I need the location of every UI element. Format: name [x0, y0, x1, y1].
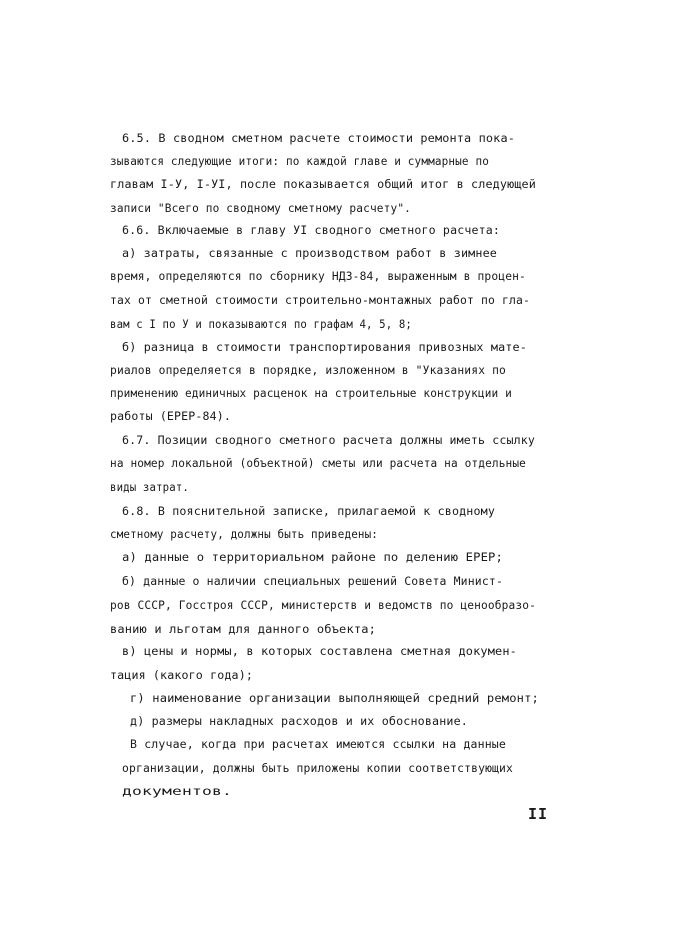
text-line: тах от сметной стоимости строительно-монтажных работ по гла-: [110, 293, 530, 307]
text-line: сметному расчету, должны быть приведены:: [110, 527, 378, 541]
text-line: виды затрат.: [110, 480, 189, 494]
text-line: В случае, когда при расчетах имеются ссылки на данные: [130, 737, 507, 751]
text-line: д) размеры накладных расходов и их обоснование.: [130, 714, 468, 728]
text-line: б) данные о наличии специальных решений Совета Минист-: [122, 574, 503, 588]
text-line: ров СССР, Госстроя СССР, министерств и ведомств по ценообразо-: [110, 598, 536, 612]
text-line: 6.8. В пояснительной записке, прилагаемой к сводному: [122, 504, 496, 518]
text-line: а) данные о территориальном районе по делению ЕРЕР;: [122, 550, 503, 564]
page-number: II: [528, 805, 549, 823]
text-line: на номер локальной (объектной) сметы или расчета на отдельные: [110, 456, 526, 470]
text-line: 6.7. Позиции сводного сметного расчета должны иметь ссылку: [122, 433, 535, 447]
text-line: записи "Всего по сводному сметному расчету".: [110, 201, 411, 215]
text-line: в) цены и нормы, в которых составлена сметная докумен-: [122, 644, 517, 658]
text-line: 6.6. Включаемые в главу УI сводного сметного расчета:: [122, 223, 500, 237]
text-line: б) разница в стоимости транспортирования привозных мате-: [122, 340, 527, 354]
text-line: применению единичных расценок на строительные конструкции и: [110, 386, 512, 400]
text-line: 6.5. В сводном сметном расчете стоимости ремонта пока-: [122, 131, 515, 145]
text-line: тация (какого года);: [110, 668, 253, 682]
text-line: ванию и льготам для данного объекта;: [110, 622, 376, 636]
text-line: риалов определяется в порядке, изложенном в "Указаниях по: [110, 363, 506, 377]
text-line: а) затраты, связанные с производством работ в зимнее: [122, 246, 497, 260]
text-line: г) наименование организации выполняющей средний ремонт;: [130, 691, 539, 705]
text-line: документов.: [122, 784, 232, 798]
text-line: работы (ЕРЕР-84).: [110, 409, 231, 423]
text-line: время, определяются по сборнику НДЗ-84, выраженным в процен-: [110, 269, 526, 283]
text-line: зываются следующие итоги: по каждой главе и суммарные по: [110, 154, 489, 168]
text-line: организации, должны быть приложены копии соответствующих: [122, 761, 513, 775]
text-line: главам I-У, I-УI, после показывается общий итог в следующей: [110, 177, 536, 191]
text-line: вам с I по У и показываются по графам 4, 5, 8;: [110, 317, 412, 331]
